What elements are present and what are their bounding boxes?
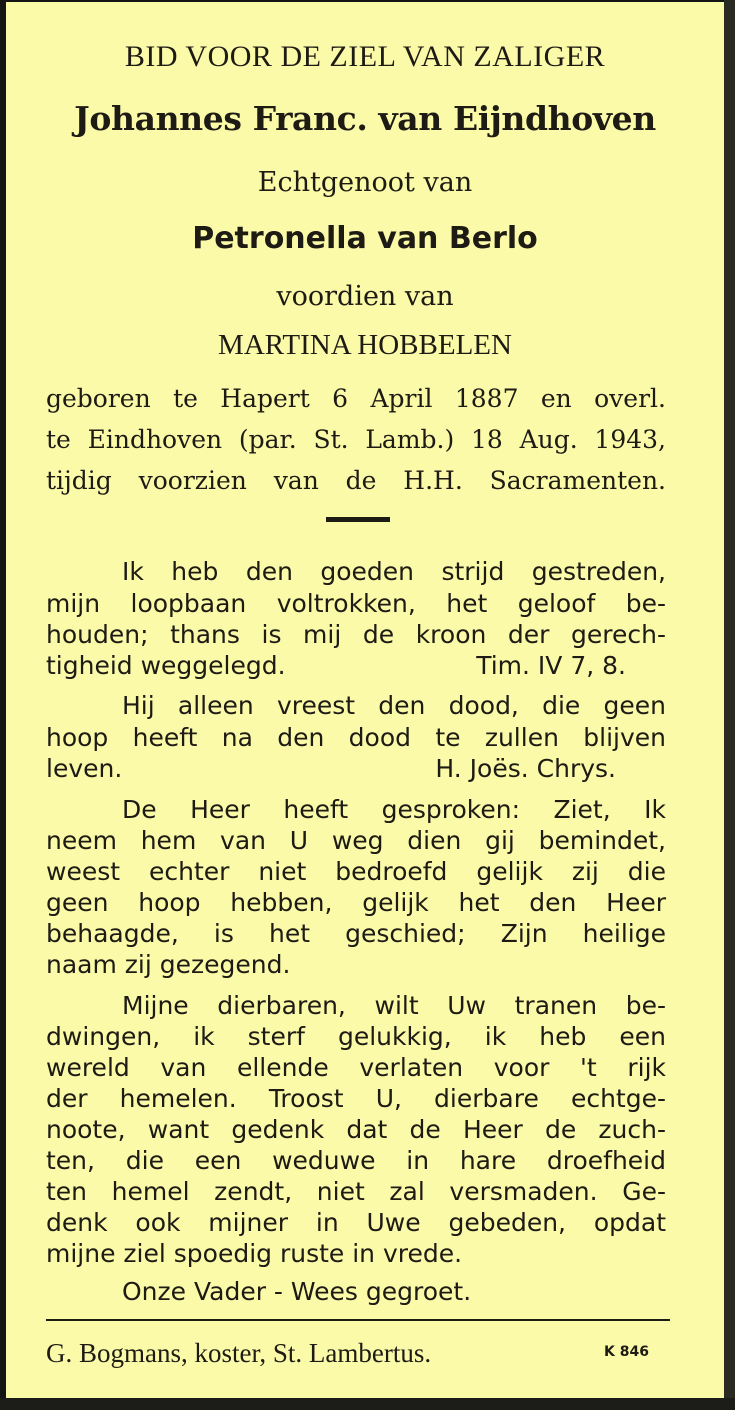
- verse-last-line: mijne ziel spoedig ruste in vrede.: [46, 1239, 463, 1268]
- verse-line: der hemelen. Troost U, dierbare echtge-: [46, 1084, 666, 1113]
- intro-heading: BID VOOR DE ZIEL VAN ZALIGER: [124, 40, 606, 73]
- printer-credit: G. Bogmans, koster, St. Lambertus.: [46, 1338, 432, 1368]
- divider: [326, 517, 390, 522]
- verse-last-line: [46, 650, 666, 681]
- verse-line: noote, want gedenk dat de Heer de zuch-: [46, 1115, 666, 1144]
- footer-rule: [46, 1319, 670, 1321]
- verse-last-line: naam zij gezegend.: [46, 950, 291, 979]
- verse-text: tigheid weggelegd.: [46, 651, 286, 680]
- scan-edge-right: [724, 0, 735, 1410]
- spouse-name: Petronella van Berlo: [192, 221, 538, 256]
- verse-reference: H. Joës. Chrys.: [435, 754, 616, 783]
- scan-edge-bottom: [0, 1398, 735, 1410]
- biography-line: geboren te Hapert 6 April 1887 en overl.: [46, 384, 666, 413]
- spouse-label: Echtgenoot van: [257, 167, 473, 198]
- verse-line: hoop heeft na den dood te zullen blijven: [46, 723, 666, 752]
- biography-line: tijdig voorzien van de H.H. Sacramenten.: [46, 466, 666, 495]
- verse-line: denk ook mijner in Uwe gebeden, opdat: [46, 1208, 666, 1237]
- print-code: K 846: [604, 1344, 649, 1360]
- verse-text: leven.: [46, 754, 123, 783]
- verse-line: ten hemel zendt, niet zal versmaden. Ge-: [46, 1177, 666, 1206]
- verse-line: ten, die een weduwe in hare droefheid: [46, 1146, 666, 1175]
- verse-line: Ik heb den goeden strijd gestreden,: [122, 557, 666, 586]
- verse-line: neem hem van U weg dien gij bemindet,: [46, 826, 666, 855]
- deceased-name: Johannes Franc. van Eijndhoven: [74, 99, 656, 138]
- verse-line: houden; thans is mij de kroon der gerech-: [46, 620, 666, 649]
- verse-last-line: [46, 753, 666, 784]
- verse-line: De Heer heeft gesproken: Ziet, Ik: [122, 795, 666, 824]
- previous-spouse-label: voordien van: [276, 281, 454, 312]
- memorial-card: [6, 2, 724, 1398]
- verse-line: mijn loopbaan voltrokken, het geloof be-: [46, 589, 666, 618]
- previous-spouse-name: MARTINA HOBBELEN: [218, 329, 512, 361]
- biography-line: te Eindhoven (par. St. Lamb.) 18 Aug. 1943,: [46, 425, 666, 454]
- verse-line: Mijne dierbaren, wilt Uw tranen be-: [122, 991, 666, 1020]
- verse-line: geen hoop hebben, gelijk het den Heer: [46, 888, 666, 917]
- verse-line: wereld van ellende verlaten voor 't rijk: [46, 1053, 666, 1082]
- closing-prayer: Onze Vader - Wees gegroet.: [122, 1277, 472, 1306]
- verse-line: weest echter niet bedroefd gelijk zij die: [46, 857, 666, 886]
- verse-reference: Tim. IV 7, 8.: [476, 651, 626, 680]
- verse-line: behaagde, is het geschied; Zijn heilige: [46, 919, 666, 948]
- verse-line: dwingen, ik sterf gelukkig, ik heb een: [46, 1022, 666, 1051]
- verse-line: Hij alleen vreest den dood, die geen: [122, 691, 666, 720]
